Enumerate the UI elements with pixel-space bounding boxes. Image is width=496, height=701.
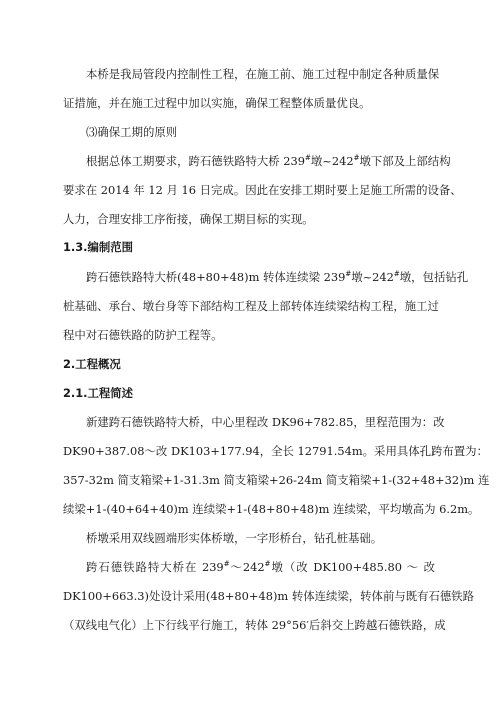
section-heading: 2.1.工程简述 bbox=[63, 386, 134, 400]
text-run: 跨石德铁路特大桥在 239 bbox=[86, 560, 224, 574]
text-run: 跨石德铁路特大桥(48+80+48)m 转体连续梁 239 bbox=[86, 270, 346, 284]
text-run: 墩~242 bbox=[310, 154, 354, 168]
paragraph-line: （双线电气化）上下行线平行施工，转体 29°56′后斜交上跨越石德铁路，成 bbox=[63, 618, 446, 632]
paragraph-line: DK100+663.3)处设计采用(48+80+48)m 转体连续梁，转体前与既有石德铁路 bbox=[63, 589, 475, 603]
paragraph-line: DK90+387.08～改 DK103+177.94，全长 12791.54m。采用具体孔跨布置为： bbox=[63, 444, 488, 458]
text-run: 墩~242 bbox=[351, 270, 394, 284]
paragraph-line bbox=[86, 153, 451, 169]
paragraph-line bbox=[86, 559, 435, 575]
text-run: 墩（改 DK100+485.80 ～ 改 bbox=[270, 560, 435, 574]
paragraph-line: ⑶确保工期的原则 bbox=[86, 125, 178, 139]
paragraph-line bbox=[86, 269, 469, 285]
paragraph-line: 桩基础、承台、墩台身等下部结构工程及上部转体连续梁结构工程，施工过 bbox=[63, 299, 439, 313]
paragraph-line: 本桥是我局管段内控制性工程，在施工前、施工过程中制定各种质量保 bbox=[86, 67, 440, 81]
text-run: 墩下部及上部结构 bbox=[359, 154, 451, 168]
paragraph-line: 357-32m 简支箱梁+1-31.3m 简支箱梁+26-24m 简支箱梁+1-(32+48+32)m 连 bbox=[63, 473, 490, 487]
text-run: 墩，包括钻孔 bbox=[399, 270, 469, 284]
paragraph-line: 续梁+1-(40+64+40)m 连续梁+1-(48+80+48)m 连续梁，平均墩高为 6.2m。 bbox=[63, 502, 480, 516]
superscript: # bbox=[223, 560, 230, 569]
superscript: # bbox=[393, 270, 400, 279]
paragraph-line: 人力，合理安排工序衔接，确保工期目标的实现。 bbox=[63, 212, 314, 226]
superscript: # bbox=[345, 270, 352, 279]
paragraph-line: 要求在 2014 年 12 月 16 日完成。因此在安排工期时要上足施工所需的设备、 bbox=[63, 183, 462, 197]
section-heading: 1.3.编制范围 bbox=[63, 240, 134, 254]
text-run: 根据总体工期要求，跨石德铁路特大桥 239 bbox=[86, 154, 306, 168]
superscript: # bbox=[353, 154, 360, 163]
superscript: # bbox=[264, 560, 271, 569]
paragraph-line: 桥墩采用双线圆端形实体桥墩，一字形桥台，钻孔桩基础。 bbox=[86, 531, 383, 545]
superscript: # bbox=[305, 154, 311, 163]
section-heading: 2.工程概况 bbox=[63, 357, 121, 371]
paragraph-line: 程中对石德铁路的防护工程等。 bbox=[63, 328, 223, 342]
paragraph-line: 新建跨石德铁路特大桥，中心里程改 DK96+782.85，里程范围为：改 bbox=[86, 415, 445, 429]
paragraph-line: 证措施，并在施工过程中加以实施，确保工程整体质量优良。 bbox=[63, 96, 371, 110]
text-run: ～242 bbox=[229, 560, 265, 574]
